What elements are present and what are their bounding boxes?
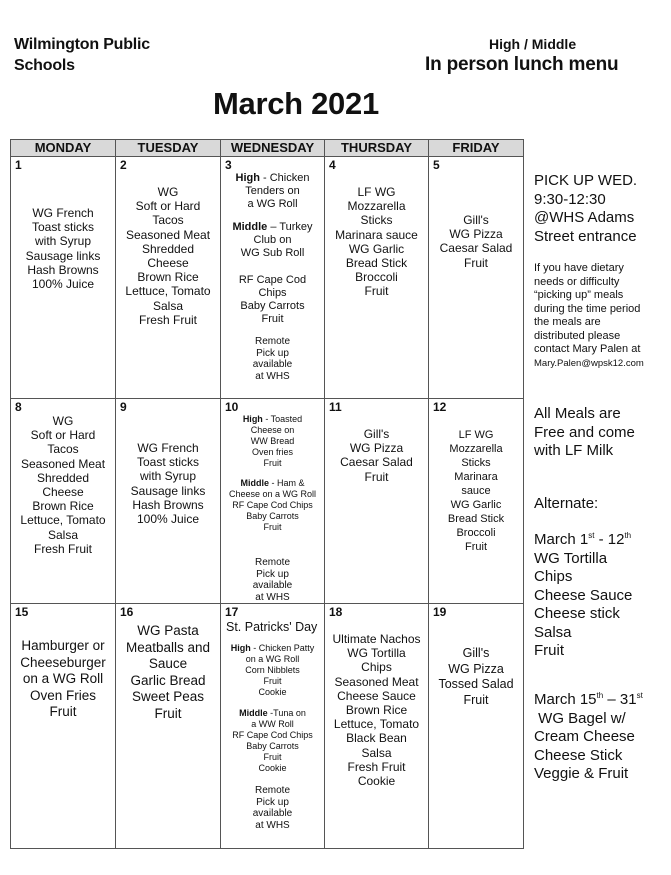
- menu-items: [221, 414, 324, 603]
- menu-line: LF WG: [458, 429, 494, 441]
- remote-line: available: [252, 580, 293, 591]
- menu-line: Mozzarella: [449, 443, 503, 455]
- menu-line: – Turkey: [270, 221, 313, 233]
- menu-items: [11, 414, 115, 556]
- menu-line: Toast sticks: [31, 220, 94, 235]
- alternate-range-1: [534, 531, 632, 550]
- menu-line: RF Cape Cod: [238, 274, 307, 286]
- menu-line: Salsa: [152, 298, 184, 313]
- day-cell: [11, 604, 116, 849]
- menu-line: Fruit: [364, 284, 389, 299]
- remote-line: available: [252, 359, 293, 370]
- dietary-line: the meals are: [534, 316, 601, 328]
- alternate-item: Fruit: [534, 642, 564, 659]
- contact-email-link[interactable]: Mary.Palen@wpsk12.com: [534, 357, 644, 369]
- free-meals-line: Free and come: [534, 423, 635, 441]
- menu-line: Salsa: [361, 745, 392, 760]
- menu-items: [325, 414, 428, 484]
- menu-items: [325, 619, 428, 788]
- high-label: High: [235, 172, 260, 184]
- day-number: 4: [329, 158, 336, 172]
- menu-line: Broccoli: [355, 270, 398, 285]
- menu-line: Sweet Peas: [131, 689, 205, 704]
- day-number: 11: [329, 400, 342, 414]
- menu-line: Cheese Sauce: [337, 688, 416, 703]
- dietary-note: [534, 262, 644, 370]
- day-cell: [116, 157, 221, 399]
- header-tuesday: TUESDAY: [116, 140, 221, 157]
- menu-line: - Toasted: [265, 414, 303, 424]
- day-cell: [429, 399, 524, 604]
- menu-line: Corn Nibblets: [245, 665, 300, 675]
- menu-items: [11, 619, 115, 721]
- menu-line: RF Cape Cod Chips: [232, 730, 313, 740]
- menu-line: WW Bread: [250, 436, 295, 446]
- menu-items: [116, 172, 220, 327]
- range-start-sup: st: [588, 531, 595, 540]
- day-number: 5: [433, 158, 440, 172]
- remote-line: at WHS: [255, 591, 290, 603]
- menu-line: Fruit: [49, 704, 77, 719]
- alternate-item: Salsa: [534, 623, 572, 641]
- menu-line: Fresh Fruit: [138, 312, 197, 327]
- menu-line: Fruit: [263, 752, 282, 762]
- dietary-line: distributed please: [534, 329, 621, 342]
- remote-line: Pick up: [256, 796, 289, 808]
- menu-line: Cheese on: [250, 425, 295, 435]
- menu-items: [325, 172, 428, 299]
- day-number: 19: [433, 605, 447, 619]
- menu-items: [429, 172, 523, 270]
- week-row: [11, 157, 524, 399]
- dietary-line: “picking up” meals: [534, 289, 624, 301]
- menu-line: Fruit: [261, 313, 284, 325]
- menu-line: Toast sticks: [136, 455, 199, 470]
- menu-line: Hash Browns: [27, 262, 99, 277]
- high-school-menu: [223, 172, 322, 185]
- menu-line: WG Pizza: [349, 441, 404, 456]
- middle-label: Middle: [240, 478, 269, 488]
- menu-line: RF Cape Cod Chips: [232, 500, 313, 510]
- menu-items: [116, 619, 220, 722]
- header-thursday: THURSDAY: [325, 140, 429, 157]
- menu-line: Seasoned Meat: [20, 456, 106, 471]
- menu-line: Caesar Salad: [340, 455, 413, 470]
- menu-line: Lettuce, Tomato: [20, 513, 106, 528]
- menu-line: Tacos: [152, 213, 184, 228]
- day-number: 10: [225, 400, 239, 414]
- high-label: High: [242, 414, 263, 424]
- menu-line: Fresh Fruit: [33, 541, 92, 556]
- middle-school-menu: [223, 478, 322, 489]
- menu-line: WG Pasta: [137, 623, 199, 638]
- menu-line: 100% Juice: [31, 277, 95, 292]
- middle-label: Middle: [232, 221, 268, 233]
- menu-items: [429, 414, 523, 554]
- alternate-item: Cream Cheese: [534, 728, 635, 745]
- range-start-sup: th: [596, 691, 604, 700]
- menu-line: Hash Browns: [132, 497, 204, 512]
- menu-line: Seasoned Meat: [125, 227, 211, 242]
- menu-line: Tenders on: [245, 185, 300, 197]
- menu-line: a WW Roll: [251, 719, 294, 729]
- day-cell: [429, 604, 524, 849]
- remote-line: available: [252, 808, 293, 819]
- month-title: March 2021: [213, 86, 379, 121]
- menu-line: Sticks: [461, 457, 491, 469]
- menu-line: Shredded: [36, 470, 90, 485]
- menu-line: WG: [52, 414, 74, 428]
- remote-line: Remote: [254, 785, 290, 796]
- menu-line: Chips: [258, 287, 287, 299]
- menu-items: [429, 619, 523, 708]
- menu-line: Fruit: [464, 255, 488, 270]
- day-cell: [116, 399, 221, 604]
- day-cell: [221, 399, 325, 604]
- menu-line: -Tuna on: [270, 708, 306, 718]
- high-school-menu: [223, 414, 322, 425]
- menu-line: Cheese on a WG Roll: [228, 489, 317, 499]
- menu-line: Sausage links: [130, 483, 206, 498]
- menu-line: with Syrup: [139, 469, 197, 484]
- menu-line: Broccoli: [456, 527, 496, 539]
- day-cell: [325, 604, 429, 849]
- free-meals-line: All Meals are: [534, 405, 621, 422]
- range-start: March 1: [534, 531, 589, 548]
- menu-line: Caesar Salad: [439, 241, 513, 256]
- menu-items: [221, 172, 324, 382]
- menu-line: WG Garlic: [450, 499, 502, 511]
- menu-line: Meatballs and: [125, 639, 211, 655]
- menu-line: Ultimate Nachos: [332, 632, 421, 646]
- menu-line: Cookie: [258, 763, 287, 773]
- menu-line: Fruit: [463, 692, 489, 707]
- menu-line: Brown Rice: [137, 270, 199, 285]
- range-end-sup: st: [636, 691, 643, 700]
- remote-pickup-note: [223, 785, 322, 831]
- day-cell: [11, 399, 116, 604]
- menu-line: Cookie: [357, 774, 396, 789]
- day-number: 18: [329, 605, 343, 619]
- weekday-header-row: [11, 140, 524, 157]
- menu-line: - Chicken Patty: [253, 643, 315, 653]
- remote-line: at WHS: [255, 370, 290, 382]
- remote-line: Remote: [254, 557, 290, 568]
- alternate-item: Cheese stick: [534, 605, 620, 622]
- day-cell: [429, 157, 524, 399]
- menu-line: Mozzarella: [347, 199, 406, 214]
- high-label: High: [230, 643, 251, 653]
- menu-line: Soft or Hard: [30, 428, 96, 443]
- menu-line: WG Pizza: [448, 661, 504, 676]
- menu-line: sauce: [461, 485, 491, 497]
- alternate-item: Chips: [534, 568, 573, 585]
- pickup-line: PICK UP WED.: [534, 172, 638, 189]
- alternate-item: WG Tortilla: [534, 549, 608, 567]
- school-name: [14, 34, 150, 76]
- range-end: – 31: [603, 691, 637, 708]
- alternate-label: Alternate:: [534, 495, 599, 512]
- menu-line: Club on: [253, 234, 292, 246]
- menu-line: Fresh Fruit: [347, 759, 406, 774]
- menu-line: Marinara sauce: [335, 227, 418, 242]
- menu-line: WG: [157, 185, 179, 199]
- school-name-line2: Schools: [14, 57, 75, 74]
- menu-line: Salsa: [47, 527, 79, 542]
- menu-line: Soft or Hard: [135, 199, 201, 214]
- menu-line: WG Garlic: [348, 241, 405, 256]
- alternate-week2: [534, 691, 643, 784]
- lunch-calendar: [10, 139, 524, 849]
- free-meals-line: with LF Milk: [534, 442, 614, 459]
- remote-line: Remote: [254, 336, 290, 347]
- menu-line: LF WG: [357, 185, 396, 199]
- menu-line: WG French: [32, 206, 94, 220]
- range-start: March 15: [534, 691, 597, 708]
- menu-line: Seasoned Meat: [334, 674, 419, 689]
- range-end-sup: th: [624, 531, 632, 540]
- header-friday: FRIDAY: [429, 140, 524, 157]
- remote-line: at WHS: [255, 819, 290, 831]
- day-cell: [221, 604, 325, 849]
- free-meals-note: [534, 405, 635, 461]
- menu-line: Cheese: [42, 485, 84, 500]
- day-cell: [116, 604, 221, 849]
- menu-line: Gill's: [462, 646, 490, 660]
- menu-line: Shredded: [141, 241, 195, 256]
- day-number: 1: [15, 158, 22, 172]
- day-number: 8: [15, 400, 22, 414]
- menu-line: Sausage links: [25, 248, 101, 263]
- pickup-info: [534, 172, 637, 246]
- menu-line: Fruit: [263, 458, 282, 468]
- day-number: 3: [225, 158, 232, 172]
- menu-line: Bread Stick: [345, 256, 408, 271]
- menu-line: Cookie: [258, 687, 287, 697]
- menu-line: Marinara: [454, 471, 498, 483]
- menu-line: Fruit: [154, 705, 182, 721]
- menu-line: Chips: [361, 660, 392, 675]
- dietary-line: during the time period: [534, 302, 641, 315]
- school-name-line1: Wilmington Public: [14, 36, 150, 53]
- week-row: [11, 399, 524, 604]
- menu-line: Fruit: [364, 469, 389, 484]
- menu-line: Bread Stick: [447, 513, 505, 525]
- high-school-menu: [223, 643, 322, 654]
- alternate-item: Veggie & Fruit: [534, 765, 629, 782]
- menu-line: Tacos: [47, 442, 79, 457]
- menu-line: WG Tortilla: [347, 646, 406, 661]
- menu-line: Fruit: [263, 676, 282, 686]
- menu-line: on a WG Roll: [22, 671, 104, 686]
- menu-line: Oven fries: [251, 447, 293, 457]
- menu-line: - Ham &: [271, 478, 305, 488]
- header-wednesday: WEDNESDAY: [221, 140, 325, 157]
- menu-line: Baby Carrots: [246, 741, 299, 751]
- menu-line: Cheeseburger: [20, 654, 106, 670]
- alternate-item: WG Bagel w/: [534, 709, 626, 727]
- menu-line: WG Pizza: [449, 227, 503, 242]
- menu-line: Cheese: [147, 256, 189, 271]
- menu-line: 100% Juice: [136, 512, 200, 527]
- alternate-item: Cheese Sauce: [534, 586, 633, 604]
- menu-line: WG French: [137, 441, 199, 455]
- menu-title: In person lunch menu: [425, 54, 619, 75]
- day-cell: [11, 157, 116, 399]
- menu-line: Baby Carrots: [240, 300, 305, 312]
- day-number: 2: [120, 158, 127, 172]
- menu-line: Lettuce, Tomato: [125, 284, 211, 299]
- day-number: 16: [120, 605, 134, 619]
- menu-line: Lettuce, Tomato: [333, 717, 420, 732]
- day-cell: [221, 157, 325, 399]
- menu-line: Sticks: [360, 213, 393, 228]
- dietary-line: If you have dietary: [534, 262, 624, 274]
- menu-line: Oven Fries: [29, 687, 97, 703]
- pickup-line: 9:30-12:30: [534, 190, 606, 208]
- menu-line: Fruit: [263, 522, 282, 532]
- menu-line: Black Bean: [346, 731, 407, 746]
- pickup-line: @WHS Adams: [534, 209, 635, 226]
- menu-line: - Chicken: [263, 172, 310, 184]
- menu-line: Hamburger or: [21, 638, 105, 653]
- alternate-week1: [534, 531, 632, 661]
- menu-items: [221, 635, 324, 831]
- menu-line: Tossed Salad: [438, 677, 514, 691]
- menu-items: [116, 414, 220, 526]
- remote-pickup-note: [223, 336, 322, 382]
- day-number: 17: [225, 605, 239, 619]
- dietary-line: contact Mary Palen at: [534, 343, 641, 355]
- menu-line: WG Sub Roll: [240, 247, 305, 259]
- menu-line: Gill's: [463, 213, 489, 227]
- day-cell: [325, 157, 429, 399]
- audience-label: High / Middle: [489, 36, 577, 52]
- menu-line: Brown Rice: [345, 703, 408, 718]
- alternate-range-2: [534, 691, 643, 710]
- menu-line: Sauce: [148, 656, 188, 671]
- week-row: [11, 604, 524, 849]
- menu-line: on a WG Roll: [245, 654, 300, 664]
- day-number: 15: [15, 605, 29, 619]
- menu-line: with Syrup: [34, 234, 92, 249]
- menu-line: Gill's: [363, 427, 390, 441]
- remote-pickup-note: [223, 557, 322, 603]
- menu-line: Fruit: [465, 541, 487, 553]
- range-end: - 12: [594, 531, 625, 548]
- menu-line: a WG Roll: [247, 198, 298, 210]
- middle-label: Middle: [239, 708, 268, 718]
- day-number: 9: [120, 400, 127, 414]
- remote-line: Pick up: [256, 568, 289, 580]
- middle-school-menu: [223, 708, 322, 719]
- dietary-line: needs or difficulty: [534, 275, 620, 288]
- alternate-item: Cheese Stick: [534, 746, 623, 764]
- remote-line: Pick up: [256, 347, 289, 359]
- header-monday: MONDAY: [11, 140, 116, 157]
- menu-line: Baby Carrots: [246, 511, 299, 521]
- middle-school-menu: [223, 221, 322, 234]
- pickup-line: Street entrance: [534, 227, 637, 245]
- menu-line: Brown Rice: [32, 499, 94, 514]
- day-cell: [325, 399, 429, 604]
- menu-items: [11, 172, 115, 291]
- menu-line: Garlic Bread: [130, 672, 206, 688]
- event-label: St. Patricks' Day: [226, 620, 318, 634]
- day-number: 12: [433, 400, 447, 414]
